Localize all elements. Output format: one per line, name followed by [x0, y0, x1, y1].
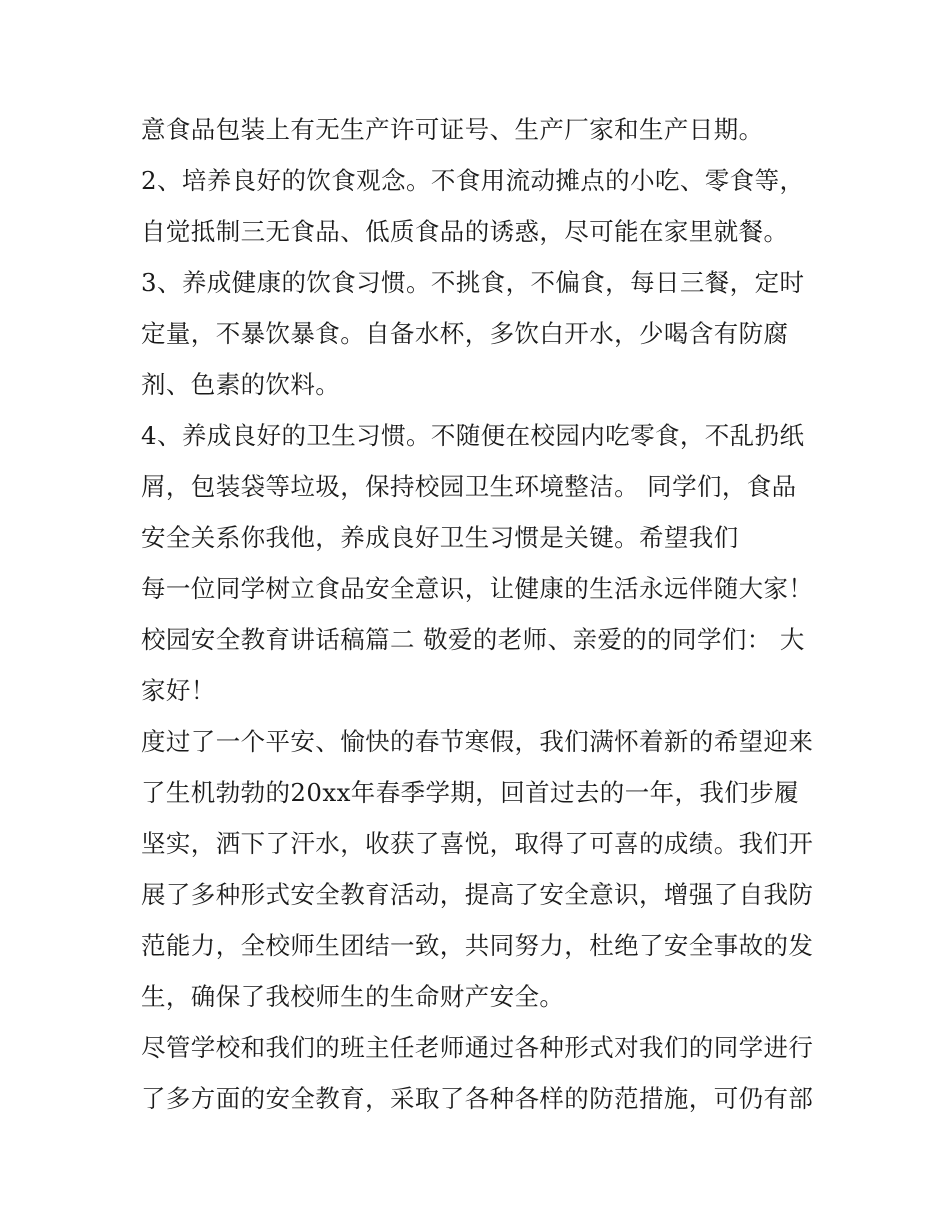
text-line: 每一位同学树立食品安全意识，让健康的生活永远伴随大家！ — [141, 574, 814, 603]
text-line: 家好！ — [141, 676, 216, 705]
text-line: 剂、色素的饮料。 — [141, 370, 341, 399]
text-line: 了多方面的安全教育，采取了各种各样的防范措施，可仍有部 — [141, 1084, 814, 1113]
text-line: 范能力，全校师生团结一致，共同努力，杜绝了安全事故的发 — [141, 931, 814, 960]
text-line: 定量，不暴饮暴食。自备水杯，多饮白开水，少喝含有防腐 — [141, 319, 789, 348]
text-line: 安全关系你我他，养成良好卫生习惯是关键。希望我们 — [141, 523, 739, 552]
text-line: 意食品包装上有无生产许可证号、生产厂家和生产日期。 — [141, 115, 764, 144]
text-line: 度过了一个平安、愉快的春节寒假，我们满怀着新的希望迎来 — [141, 727, 814, 756]
text-line: 展了多种形式安全教育活动，提高了安全意识，增强了自我防 — [141, 880, 814, 909]
text-line: 校园安全教育讲话稿篇二 敬爱的老师、亲爱的的同学们： 大 — [141, 625, 805, 654]
text-line: 生，确保了我校师生的生命财产安全。 — [141, 982, 565, 1011]
document-body — [141, 104, 831, 1124]
text-line: 尽管学校和我们的班主任老师通过各种形式对我们的同学进行 — [141, 1033, 814, 1062]
text-line: 了生机勃勃的20xx年春季学期，回首过去的一年，我们步履 — [141, 778, 800, 807]
text-line: 自觉抵制三无食品、低质食品的诱惑，尽可能在家里就餐。 — [141, 217, 789, 246]
text-line: 4、养成良好的卫生习惯。不随便在校园内吃零食，不乱扔纸 — [141, 421, 805, 450]
text-line: 坚实，洒下了汗水，收获了喜悦，取得了可喜的成绩。我们开 — [141, 829, 814, 858]
text-line: 3、养成健康的饮食习惯。不挑食，不偏食，每日三餐，定时 — [141, 268, 805, 297]
text-line: 屑，包装袋等垃圾，保持校园卫生环境整洁。 同学们，食品 — [141, 472, 797, 501]
text-line: 2、培养良好的饮食观念。不食用流动摊点的小吃、零食等， — [141, 166, 805, 195]
